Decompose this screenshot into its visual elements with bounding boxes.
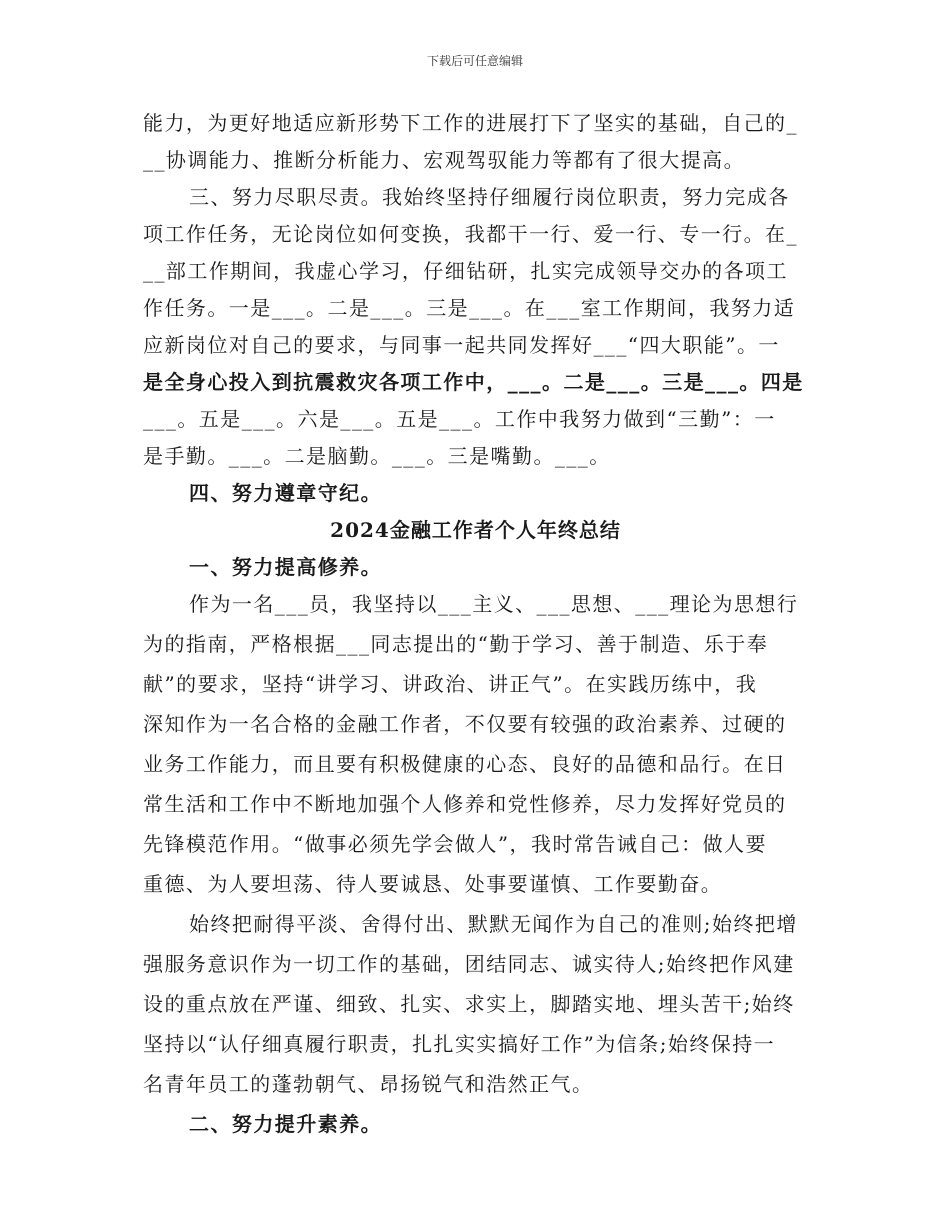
body-line: 常生活和工作中不断地加强个人修养和党性修养，尽力发挥好党员的 (143, 792, 787, 816)
body-line: 深知作为一名合格的金融工作者，不仅要有较强的政治素养、过硬的 (143, 712, 787, 736)
section-heading: 四、努力遵章守纪。 (189, 481, 383, 505)
body-line: 献”的要求，坚持“讲学习、讲政治、讲正气”。在实践历练中，我 (143, 672, 758, 696)
section-heading: 二、努力提升素养。 (189, 1112, 383, 1136)
body-line: 设的重点放在严谨、细致、扎实、求实上，脚踏实地、埋头苦干;始终 (143, 992, 795, 1016)
document-body (143, 105, 808, 1146)
page-header: 下载后可任意编辑 (426, 54, 523, 68)
body-line: __协调能力、推断分析能力、宏观驾驭能力等都有了很大提高。 (143, 148, 746, 172)
paragraph-start: 始终把耐得平淡、舍得付出、默默无闻作为自己的准则;始终把增 (189, 912, 798, 936)
body-line: 强服务意识作为一切工作的基础，团结同志、诚实待人;始终把作风建 (143, 952, 795, 976)
body-line: ___。五是___。六是___。五是___。工作中我努力做到“三勤”：一 (143, 407, 776, 431)
body-line-bold: 是全身心投入到抗震救灾各项工作中，___。二是___。三是___。四是 (143, 370, 804, 394)
body-line: 项工作任务，无论岗位如何变换，我都干一行、爱一行、专一行。在_ (143, 222, 798, 246)
body-line: 名青年员工的蓬勃朝气、昂扬锐气和浩然正气。 (143, 1072, 594, 1096)
body-line: 能力，为更好地适应新形势下工作的进展打下了坚实的基础，自己的_ (143, 111, 798, 135)
body-line: 坚持以“认仔细真履行职责，扎扎实实搞好工作”为信条;始终保持一 (143, 1032, 776, 1056)
document-title: 2024金融工作者个人年终总结 (330, 518, 621, 542)
body-line: 为的指南，严格根据___同志提出的“勤于学习、善于制造、乐于奉 (143, 632, 769, 656)
body-line: 重德、为人要坦荡、待人要诚恳、处事要谨慎、工作要勤奋。 (143, 872, 723, 896)
body-line: __部工作期间，我虚心学习，仔细钻研，扎实完成领导交办的各项工 (143, 259, 788, 283)
body-line: 是手勤。___。二是脑勤。___。三是嘴勤。___。 (143, 444, 611, 468)
section-heading: 一、努力提高修养。 (189, 555, 383, 579)
section-three-paragraph: 三、努力尽职尽责。我始终坚持仔细履行岗位职责，努力完成各 (189, 185, 790, 209)
body-line: 作任务。一是___。二是___。三是___。在___室工作期间，我努力适 (143, 296, 796, 320)
body-line: 先锋模范作用。“做事必须先学会做人”，我时常告诫自己：做人要 (143, 832, 767, 856)
body-line: 应新岗位对自己的要求，与同事一起共同发挥好___“四大职能”。一 (143, 333, 780, 357)
paragraph-start: 作为一名___员，我坚持以___主义、___思想、___理论为思想行 (189, 592, 799, 616)
body-line: 业务工作能力，而且要有积极健康的心态、良好的品德和品行。在日 (143, 752, 787, 776)
